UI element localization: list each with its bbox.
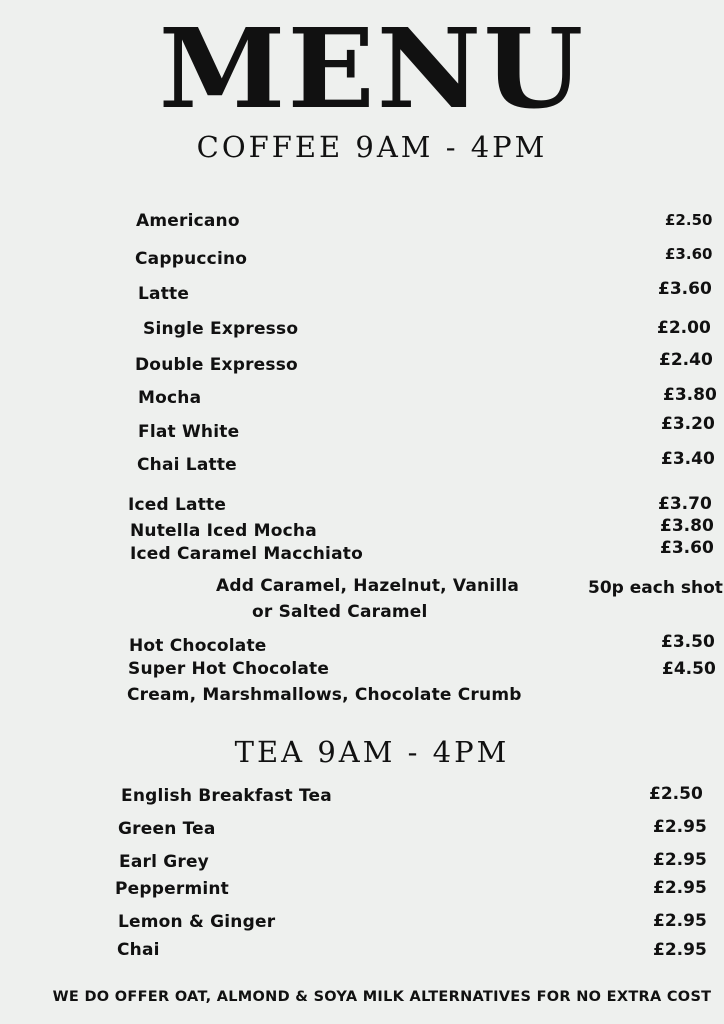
coffee-item-price: £2.50	[665, 211, 713, 229]
iced-item-price: £3.70	[658, 494, 712, 514]
hot-chocolate-toppings: Cream, Marshmallows, Chocolate Crumb	[127, 685, 522, 705]
iced-item-name: Nutella Iced Mocha	[130, 521, 317, 541]
tea-item-price: £2.95	[653, 911, 707, 931]
coffee-heading: COFFEE 9AM - 4PM	[196, 130, 548, 164]
milk-alternatives-note: WE DO OFFER OAT, ALMOND & SOYA MILK ALTERNATIVES FOR NO EXTRA COST	[52, 989, 712, 1005]
coffee-item-name: Flat White	[138, 422, 240, 442]
syrup-price: 50p each shot	[588, 578, 723, 598]
coffee-item-price: £3.20	[661, 414, 715, 434]
tea-item-price: £2.50	[649, 784, 703, 804]
tea-item-price: £2.95	[653, 940, 707, 960]
tea-item-name: Lemon & Ginger	[118, 912, 276, 932]
iced-item-price: £3.80	[660, 516, 714, 536]
coffee-item-name: Latte	[138, 284, 190, 304]
coffee-item-name: Chai Latte	[137, 455, 237, 475]
coffee-item-price: £2.40	[659, 350, 713, 370]
coffee-item-price: £2.00	[657, 318, 711, 338]
coffee-item-price: £3.60	[665, 245, 713, 263]
tea-item-name: Chai	[117, 940, 160, 960]
menu-title: MENU	[158, 4, 586, 133]
hot-chocolate-price: £3.50	[661, 632, 715, 652]
coffee-item-price: £3.40	[661, 449, 715, 469]
syrup-options-line2: or Salted Caramel	[252, 602, 428, 622]
coffee-item-name: Double Expresso	[135, 355, 298, 375]
coffee-item-name: Americano	[136, 211, 240, 231]
tea-item-price: £2.95	[653, 878, 707, 898]
coffee-item-name: Single Expresso	[143, 319, 299, 339]
hot-chocolate-name: Super Hot Chocolate	[128, 659, 330, 679]
iced-item-price: £3.60	[660, 538, 714, 558]
hot-chocolate-name: Hot Chocolate	[129, 636, 267, 656]
iced-item-name: Iced Latte	[128, 495, 227, 515]
tea-item-price: £2.95	[653, 817, 707, 837]
coffee-item-price: £3.60	[658, 279, 712, 299]
coffee-item-name: Mocha	[138, 388, 202, 408]
tea-item-name: English Breakfast Tea	[121, 786, 332, 806]
coffee-item-name: Cappuccino	[135, 249, 248, 269]
tea-item-price: £2.95	[653, 850, 707, 870]
tea-item-name: Peppermint	[115, 879, 230, 899]
syrup-options-line1: Add Caramel, Hazelnut, Vanilla	[216, 576, 520, 596]
iced-item-name: Iced Caramel Macchiato	[130, 544, 363, 564]
coffee-item-price: £3.80	[663, 385, 717, 405]
tea-item-name: Earl Grey	[119, 852, 209, 872]
tea-heading: TEA 9AM - 4PM	[234, 735, 510, 769]
tea-item-name: Green Tea	[118, 819, 216, 839]
hot-chocolate-price: £4.50	[662, 659, 716, 679]
